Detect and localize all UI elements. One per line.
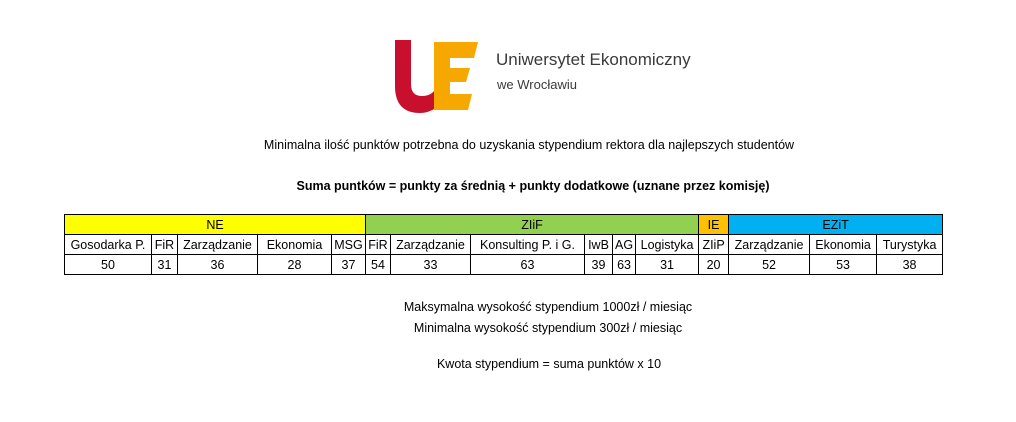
table-cell: 50 xyxy=(65,255,152,275)
column-header: Zarządzanie xyxy=(178,235,258,255)
table-cell: 31 xyxy=(152,255,178,275)
column-header: Ekonomia xyxy=(810,235,877,255)
university-logo xyxy=(392,38,482,114)
scholarship-amount-formula: Kwota stypendium = suma punktów x 10 xyxy=(436,357,662,371)
table-cell: 31 xyxy=(636,255,699,275)
table-cell: 38 xyxy=(877,255,943,275)
group-ezit: EZiT xyxy=(729,215,943,235)
column-header: Zarządzanie xyxy=(729,235,810,255)
column-header: Logistyka xyxy=(636,235,699,255)
group-ne: NE xyxy=(65,215,366,235)
table-cell: 20 xyxy=(699,255,729,275)
table-cell: 63 xyxy=(471,255,585,275)
column-header: FiR xyxy=(152,235,178,255)
logo-letter-e xyxy=(434,42,478,110)
intro-text: Minimalna ilość punktów potrzebna do uzyskania stypendium rektora dla najlepszych studentów xyxy=(263,138,795,152)
column-header: ZIiP xyxy=(699,235,729,255)
column-header: Zarządzanie xyxy=(391,235,471,255)
column-header: FiR xyxy=(366,235,391,255)
values-row xyxy=(65,255,943,275)
university-city: we Wrocławiu xyxy=(497,77,577,92)
min-scholarship-note: Minimalna wysokość stypendium 300zł / miesiąc xyxy=(413,321,683,335)
table-cell: 28 xyxy=(258,255,332,275)
column-header: AG xyxy=(613,235,636,255)
logo-letter-u xyxy=(395,40,436,113)
group-ziif: ZIiF xyxy=(366,215,699,235)
table-cell: 39 xyxy=(585,255,613,275)
column-header: IwB xyxy=(585,235,613,255)
group-header-row xyxy=(65,215,943,235)
table-cell: 37 xyxy=(332,255,366,275)
column-header: MSG xyxy=(332,235,366,255)
column-header: Konsulting P. i G. xyxy=(471,235,585,255)
table-cell: 36 xyxy=(178,255,258,275)
table-cell: 52 xyxy=(729,255,810,275)
university-name: Uniwersytet Ekonomiczny xyxy=(496,50,691,69)
column-header: Gosodarka P. xyxy=(65,235,152,255)
max-scholarship-note: Maksymalna wysokość stypendium 1000zł / miesiąc xyxy=(403,300,693,314)
table-cell: 33 xyxy=(391,255,471,275)
column-header: Turystyka xyxy=(877,235,943,255)
table-cell: 53 xyxy=(810,255,877,275)
table-cell: 63 xyxy=(613,255,636,275)
column-header-row xyxy=(65,235,943,255)
scholarship-limits xyxy=(0,297,1016,339)
points-formula: Suma puntków = punkty za średnią + punkty dodatkowe (uznane przez komisję) xyxy=(296,179,770,193)
points-table xyxy=(64,214,943,275)
group-ie: IE xyxy=(699,215,729,235)
column-header: Ekonomia xyxy=(258,235,332,255)
table-cell: 54 xyxy=(366,255,391,275)
